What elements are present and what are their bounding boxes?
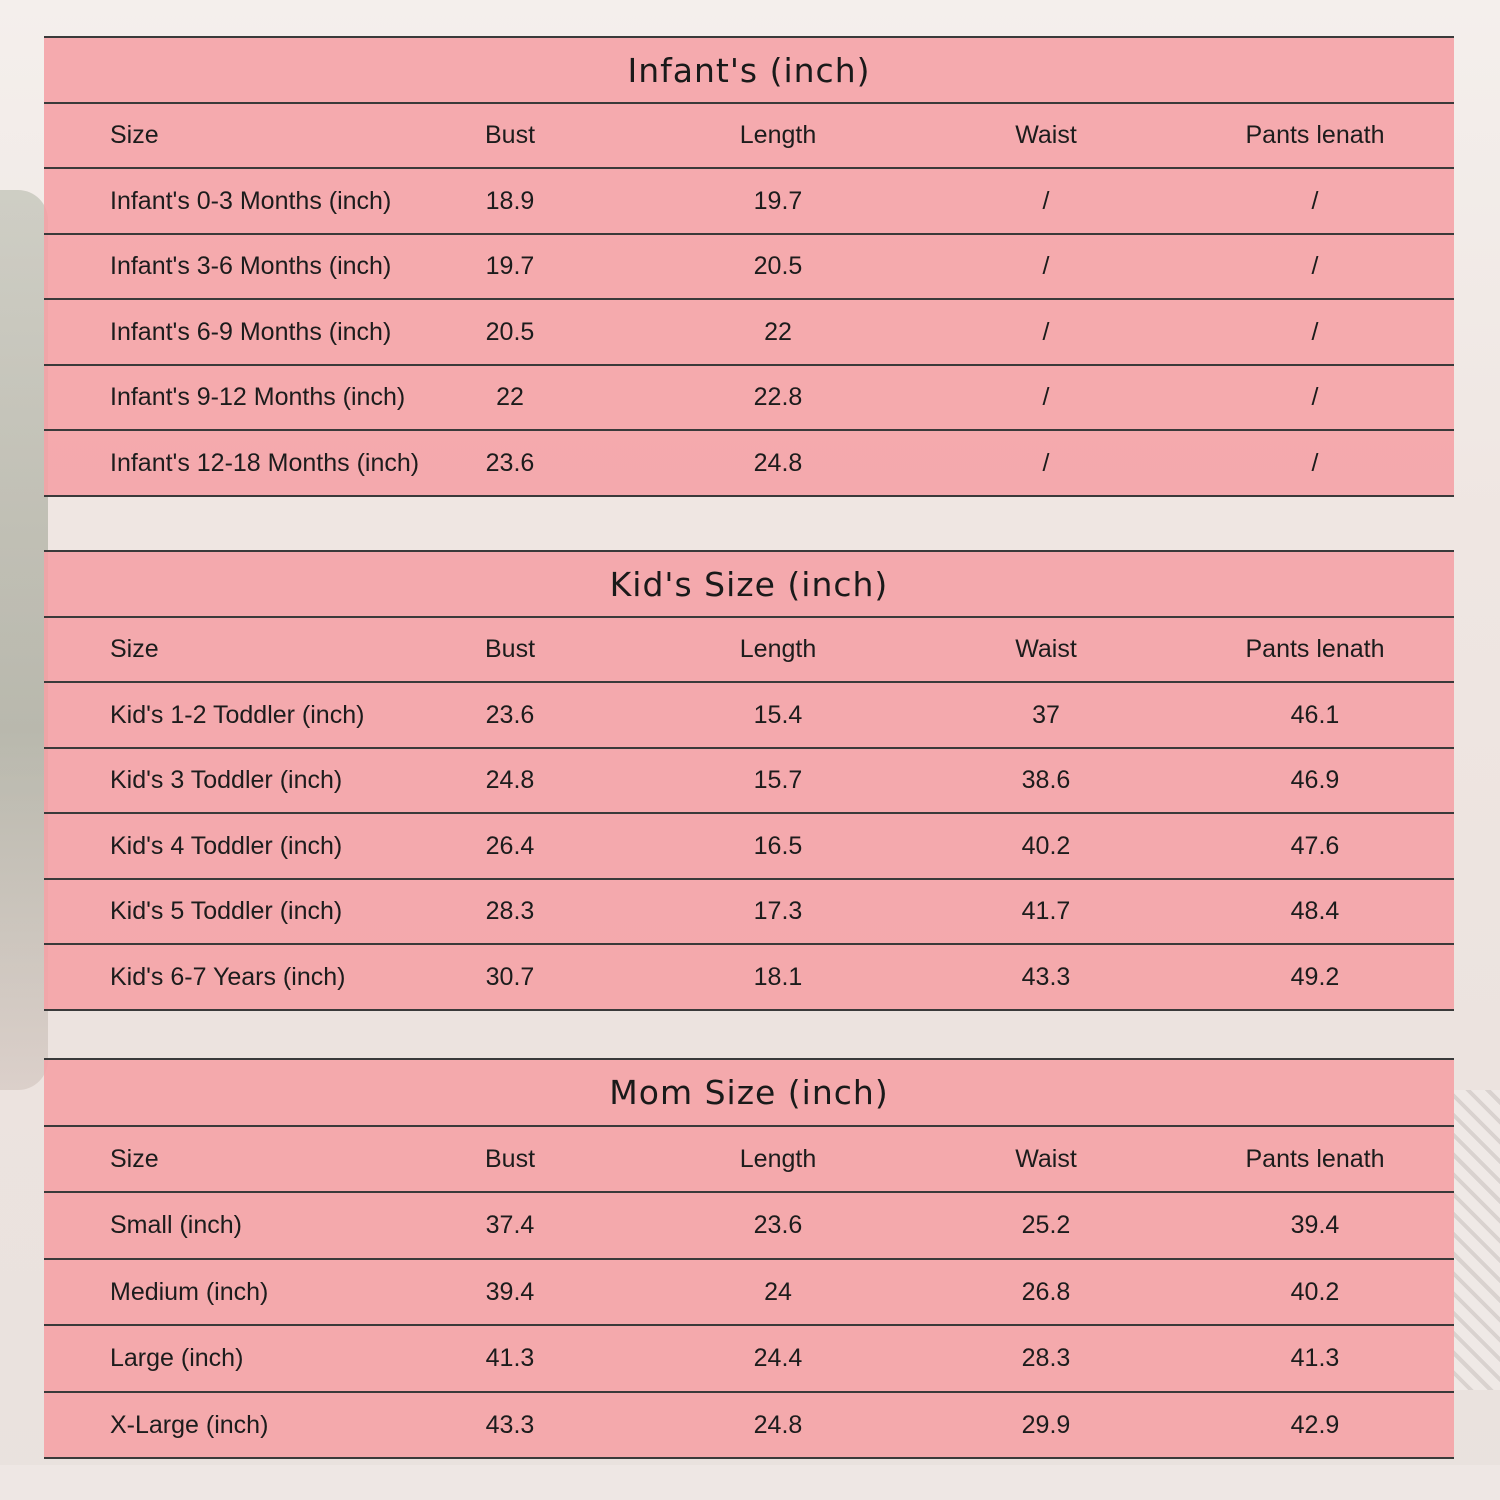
header-pants-length: Pants lenath [1245, 1144, 1385, 1173]
cell-size: Kid's 1-2 Toddler (inch) [110, 700, 365, 729]
cell-waist: / [1042, 317, 1050, 346]
cell-length: 24.4 [753, 1344, 803, 1373]
cell-size: Kid's 3 Toddler (inch) [110, 766, 343, 795]
cell-pants-length: 47.6 [1290, 831, 1340, 860]
table-title-row [44, 36, 1454, 102]
cell-pants-length: / [1311, 186, 1319, 215]
table-row [44, 812, 1454, 878]
cell-bust: 24.8 [485, 766, 535, 795]
header-size: Size [110, 635, 159, 664]
cell-size: Infant's 0-3 Months (inch) [110, 186, 392, 215]
header-pants-length: Pants lenath [1245, 635, 1385, 664]
cell-pants-length: 48.4 [1290, 897, 1340, 926]
table-title: Mom Size (inch) [609, 1073, 889, 1113]
cell-length: 23.6 [753, 1211, 803, 1240]
cell-size: Infant's 6-9 Months (inch) [110, 317, 392, 346]
header-size: Size [110, 1144, 159, 1173]
header-size: Size [110, 121, 159, 150]
cell-length: 15.4 [753, 700, 803, 729]
background-christmas-tree [0, 190, 48, 1090]
cell-bust: 28.3 [485, 897, 535, 926]
cell-waist: / [1042, 252, 1050, 281]
header-length: Length [739, 121, 817, 150]
table-title-row [44, 550, 1454, 616]
cell-length: 18.1 [753, 962, 803, 991]
header-length: Length [739, 635, 817, 664]
cell-pants-length: 40.2 [1290, 1277, 1340, 1306]
cell-bust: 19.7 [485, 252, 535, 281]
cell-length: 19.7 [753, 186, 803, 215]
table-bottom-border [44, 1457, 1454, 1459]
table-row [44, 681, 1454, 747]
cell-bust: 23.6 [485, 700, 535, 729]
cell-pants-length: 46.9 [1290, 766, 1340, 795]
cell-bust: 20.5 [485, 317, 535, 346]
cell-size: Infant's 12-18 Months (inch) [110, 448, 420, 477]
cell-length: 24 [764, 1277, 792, 1306]
cell-size: X-Large (inch) [110, 1410, 269, 1439]
cell-bust: 26.4 [485, 831, 535, 860]
cell-size: Infant's 9-12 Months (inch) [110, 383, 406, 412]
table-row [44, 1391, 1454, 1458]
cell-bust: 18.9 [485, 186, 535, 215]
table-row [44, 233, 1454, 299]
cell-waist: 29.9 [1021, 1410, 1071, 1439]
header-waist: Waist [1015, 635, 1077, 664]
cell-pants-length: / [1311, 448, 1319, 477]
cell-waist: 28.3 [1021, 1344, 1071, 1373]
cell-length: 22 [764, 317, 792, 346]
table-row [44, 167, 1454, 233]
cell-bust: 41.3 [485, 1344, 535, 1373]
header-bust: Bust [484, 121, 536, 150]
cell-length: 16.5 [753, 831, 803, 860]
cell-length: 17.3 [753, 897, 803, 926]
cell-waist: / [1042, 186, 1050, 215]
cell-waist: 40.2 [1021, 831, 1071, 860]
cell-length: 24.8 [753, 1410, 803, 1439]
table-row [44, 364, 1454, 430]
size-table-kid [44, 550, 1454, 1013]
cell-pants-length: 46.1 [1290, 700, 1340, 729]
header-bust: Bust [484, 635, 536, 664]
table-row [44, 747, 1454, 813]
cell-bust: 22 [496, 383, 524, 412]
table-header-row [44, 102, 1454, 168]
cell-bust: 37.4 [485, 1211, 535, 1240]
cell-pants-length: 42.9 [1290, 1410, 1340, 1439]
table-bottom-border [44, 1009, 1454, 1011]
table-title-row [44, 1058, 1454, 1125]
cell-pants-length: 41.3 [1290, 1344, 1340, 1373]
cell-bust: 43.3 [485, 1410, 535, 1439]
cell-waist: 41.7 [1021, 897, 1071, 926]
cell-size: Kid's 4 Toddler (inch) [110, 831, 343, 860]
background-gift-box [1454, 1090, 1500, 1390]
background-floor [0, 1465, 1500, 1500]
cell-size: Kid's 5 Toddler (inch) [110, 897, 343, 926]
table-bottom-border [44, 495, 1454, 497]
cell-pants-length: 39.4 [1290, 1211, 1340, 1240]
cell-waist: 25.2 [1021, 1211, 1071, 1240]
cell-length: 15.7 [753, 766, 803, 795]
cell-waist: 38.6 [1021, 766, 1071, 795]
cell-waist: / [1042, 383, 1050, 412]
cell-size: Small (inch) [110, 1211, 242, 1240]
cell-length: 20.5 [753, 252, 803, 281]
cell-bust: 30.7 [485, 962, 535, 991]
table-row [44, 878, 1454, 944]
table-row [44, 429, 1454, 495]
table-header-row [44, 1125, 1454, 1192]
cell-pants-length: 49.2 [1290, 962, 1340, 991]
size-table-mom [44, 1058, 1454, 1461]
cell-size: Medium (inch) [110, 1277, 269, 1306]
size-table-infant [44, 36, 1454, 499]
table-row [44, 1191, 1454, 1258]
cell-size: Large (inch) [110, 1344, 244, 1373]
cell-waist: 37 [1032, 700, 1060, 729]
cell-pants-length: / [1311, 252, 1319, 281]
table-title: Kid's Size (inch) [609, 564, 889, 604]
cell-length: 22.8 [753, 383, 803, 412]
header-bust: Bust [484, 1144, 536, 1173]
header-waist: Waist [1015, 1144, 1077, 1173]
cell-pants-length: / [1311, 317, 1319, 346]
table-header-row [44, 616, 1454, 682]
table-row [44, 1258, 1454, 1325]
cell-waist: / [1042, 448, 1050, 477]
table-row [44, 943, 1454, 1009]
cell-bust: 39.4 [485, 1277, 535, 1306]
cell-size: Infant's 3-6 Months (inch) [110, 252, 392, 281]
cell-waist: 26.8 [1021, 1277, 1071, 1306]
cell-size: Kid's 6-7 Years (inch) [110, 962, 346, 991]
table-row [44, 298, 1454, 364]
header-pants-length: Pants lenath [1245, 121, 1385, 150]
table-title: Infant's (inch) [627, 50, 871, 90]
cell-waist: 43.3 [1021, 962, 1071, 991]
header-waist: Waist [1015, 121, 1077, 150]
header-length: Length [739, 1144, 817, 1173]
cell-pants-length: / [1311, 383, 1319, 412]
cell-bust: 23.6 [485, 448, 535, 477]
cell-length: 24.8 [753, 448, 803, 477]
table-row [44, 1324, 1454, 1391]
